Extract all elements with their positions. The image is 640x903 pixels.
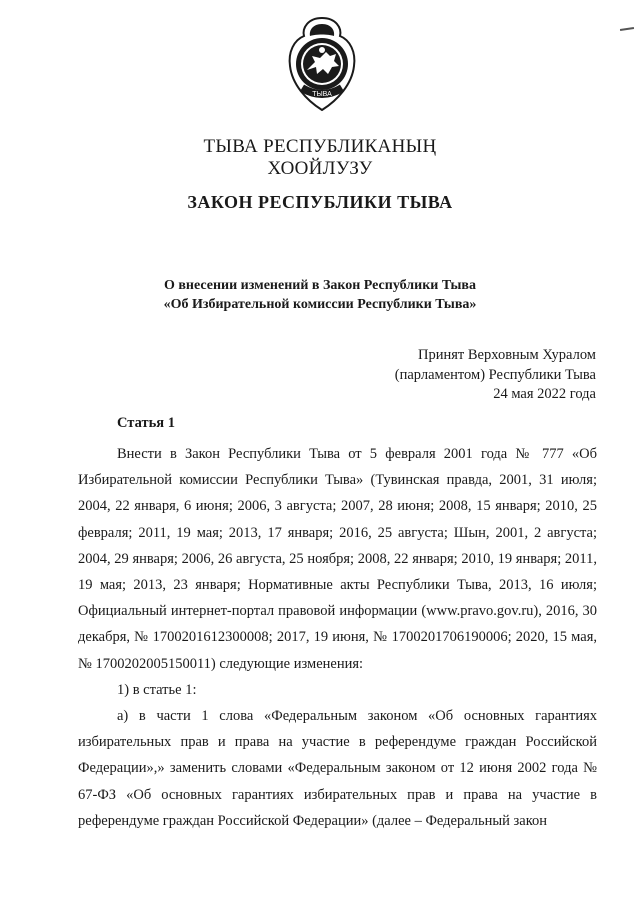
article-paragraph: а) в части 1 слова «Федеральным законом «Об основных гарантиях избирательных прав и права на участие в референдуме граждан Российской Федерации»,» заменить словами «Федеральным законом от 12 июня 2002 года № 67-ФЗ «Об основных гарантиях избирательных прав и права на участие в референдуме граждан Российской Федерации» (далее – Федеральный закон xyxy=(78,708,597,829)
adoption-date: 24 мая 2022 года xyxy=(493,386,596,402)
article-paragraph: Внести в Закон Республики Тыва от 5 февраля 2001 года № 777 «Об Избирательной комиссии Республики Тыва» (Тувинская правда, 2001, 31 июля; 2004, 22 января, 6 июня; 2006, 3 августа; 2007, 28 июня; 2008, 15 января; 2010, 25 февраля; 2011, 19 мая; 2013, 17 января; 2016, 25 августа; Шын, 2001, 2 августа; 2004, 29 января; 2006, 26 августа, 25 ноября; 2008, 22 января; 2010, 19 января; 2011, 19 мая; 2013, 23 января; Нормативные акты Республики Тыва, 2013, 16 июля; Официальный интернет-портал правовой информации (www.pravo.gov.ru), 2016, 30 декабря, № 1700201612300008; 2017, 19 июня, № 1700201706190006; 2020, 15 мая, № 1700202005150011) следующие изменения: xyxy=(78,446,597,672)
emblem-text: ТЫВА xyxy=(312,91,332,98)
tuva-coat-of-arms-icon xyxy=(282,14,362,114)
parliament-line-1: ТЫВА РЕСПУБЛИКАНЫҢ xyxy=(203,136,437,157)
law-type-heading: ЗАКОН РЕСПУБЛИКИ ТЫВА xyxy=(187,192,453,212)
adoption-note xyxy=(395,346,596,405)
law-title xyxy=(0,276,640,314)
article-paragraph: 1) в статье 1: xyxy=(117,681,197,698)
article-heading: Статья 1 xyxy=(117,415,175,431)
law-title-line-1: О внесении изменений в Закон Республики Тыва xyxy=(163,278,476,293)
parliament-name xyxy=(0,136,640,180)
adoption-line-2: (парламентом) Республики Тыва xyxy=(394,366,596,383)
adoption-line-1: Принят Верховным Хуралом xyxy=(418,347,596,363)
law-title-line-2: «Об Избирательной комиссии Республики Тыва» xyxy=(163,297,477,312)
parliament-line-2: ХООЙЛУЗУ xyxy=(267,158,373,179)
article-body xyxy=(78,441,597,834)
scan-mark xyxy=(620,27,634,31)
